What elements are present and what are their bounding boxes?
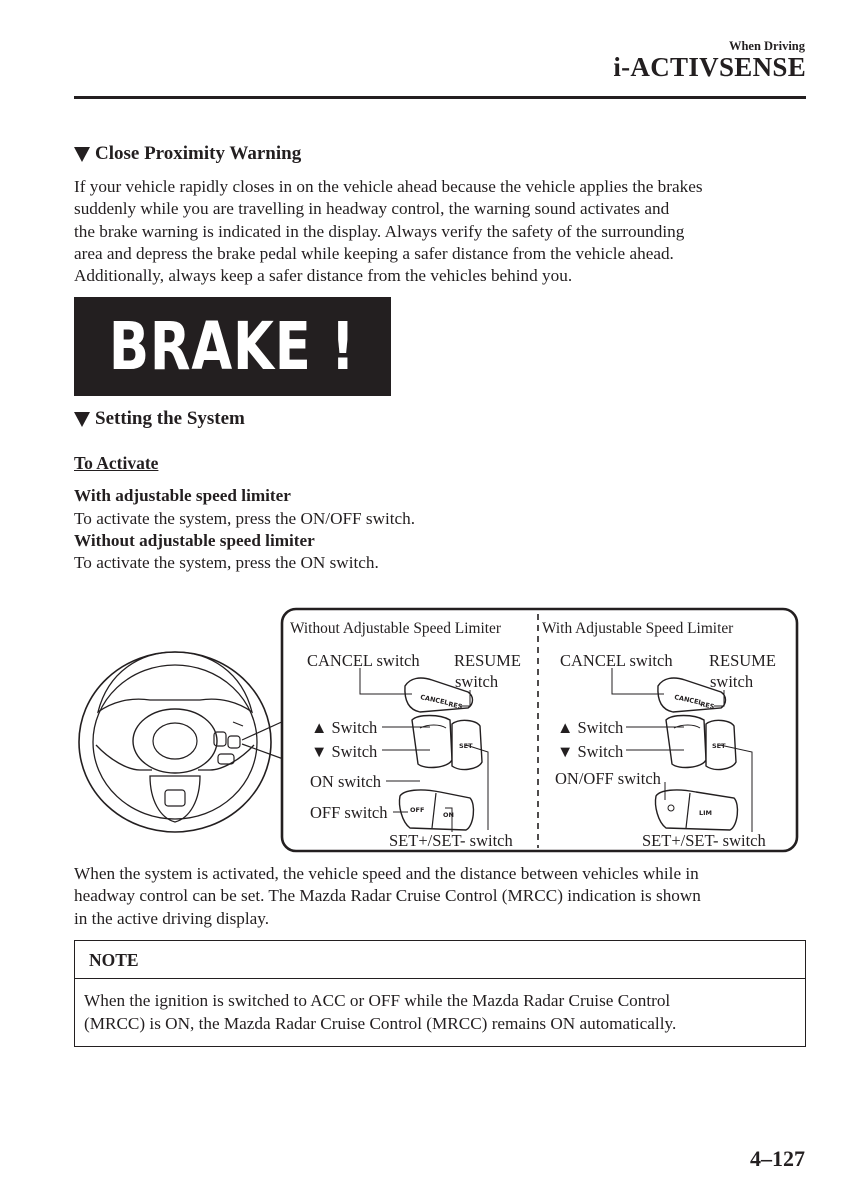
right-resume-label: RESUME [709,651,776,670]
note-box [74,940,806,1047]
btn-set-text: SET [459,742,473,750]
right-cancel-label: CANCEL switch [560,651,673,670]
section-label: When Driving [728,39,805,53]
note-line: (MRCC) is ON, the Mazda Radar Cruise Control (MRCC) remains ON automatically. [84,1013,677,1033]
note-heading: NOTE [75,941,805,979]
without-limiter-label: Without adjustable speed limiter [74,531,315,550]
paragraph-line: If your vehicle rapidly closes in on the vehicle ahead because the vehicle applies the brakes [74,177,703,196]
without-limiter-text: To activate the system, press the ON switch. [74,553,379,572]
left-set-switch-label: SET+/SET- switch [389,831,513,850]
with-limiter-label: With adjustable speed limiter [74,486,291,505]
callout-line [242,744,286,760]
paragraph-line: in the active driving display. [74,908,270,928]
btn-cancel-text: CANCEL [673,693,704,707]
btn-cancel-text: CANCEL [419,693,450,707]
right-resume-label-2: switch [710,672,754,691]
paragraph-line: Additionally, always keep a safer distance from the vehicles behind you. [74,266,573,286]
paragraph-line: the brake warning is indicated in the display. Always verify the safety of the surrounding [74,221,685,241]
close-proximity-heading-text: Close Proximity Warning [95,143,302,164]
paragraph-line: When the system is activated, the vehicle speed and the distance between vehicles while in [74,864,699,883]
setting-heading-text: Setting the System [95,408,245,429]
page-number: 4–127 [750,1146,805,1171]
paragraph-line: suddenly while you are travelling in headway control, the warning sound activates and [74,199,670,219]
left-resume-label: RESUME [454,651,521,670]
with-limiter-text: To activate the system, press the ON/OFF switch. [74,509,416,528]
left-up-switch-label: ▲ Switch [311,718,378,737]
left-down-switch-label: ▼ Switch [311,742,378,761]
note-line: When the ignition is switched to ACC or OFF while the Mazda Radar Cruise Control [84,991,671,1010]
off-switch-label: OFF switch [310,803,388,822]
on-switch-label: ON switch [310,772,382,791]
btn-res-text: RES [699,700,716,711]
right-set-switch-label: SET+/SET- switch [642,831,766,850]
steering-wheel-illustration [79,652,271,832]
activation-paragraph [74,863,809,930]
left-panel-title: Without Adjustable Speed Limiter [290,620,501,637]
left-resume-label-2: switch [455,672,499,691]
right-up-switch-label: ▲ Switch [557,718,624,737]
paragraph-line: headway control can be set. The Mazda Radar Cruise Control (MRCC) indication is shown [74,886,701,906]
btn-res-text: RES [447,700,464,711]
right-down-switch-label: ▼ Switch [557,742,624,761]
callout-line [242,720,286,740]
left-cancel-label: CANCEL switch [307,651,420,670]
page-title: i-ACTIVSENSE [613,52,806,82]
right-panel-title: With Adjustable Speed Limiter [542,620,734,637]
btn-set-text: SET [712,742,726,750]
onoff-switch-label: ON/OFF switch [555,769,661,788]
note-body [75,979,805,1035]
paragraph-line: area and depress the brake pedal while keeping a safer distance from the vehicle ahead. [74,243,674,263]
to-activate-subheading: To Activate [74,453,159,473]
btn-on-text: ON [443,811,454,819]
btn-off-text: OFF [410,806,425,814]
btn-lim-text: LIM [699,809,713,817]
brake-warning-text: BRAKE ! [109,308,356,385]
